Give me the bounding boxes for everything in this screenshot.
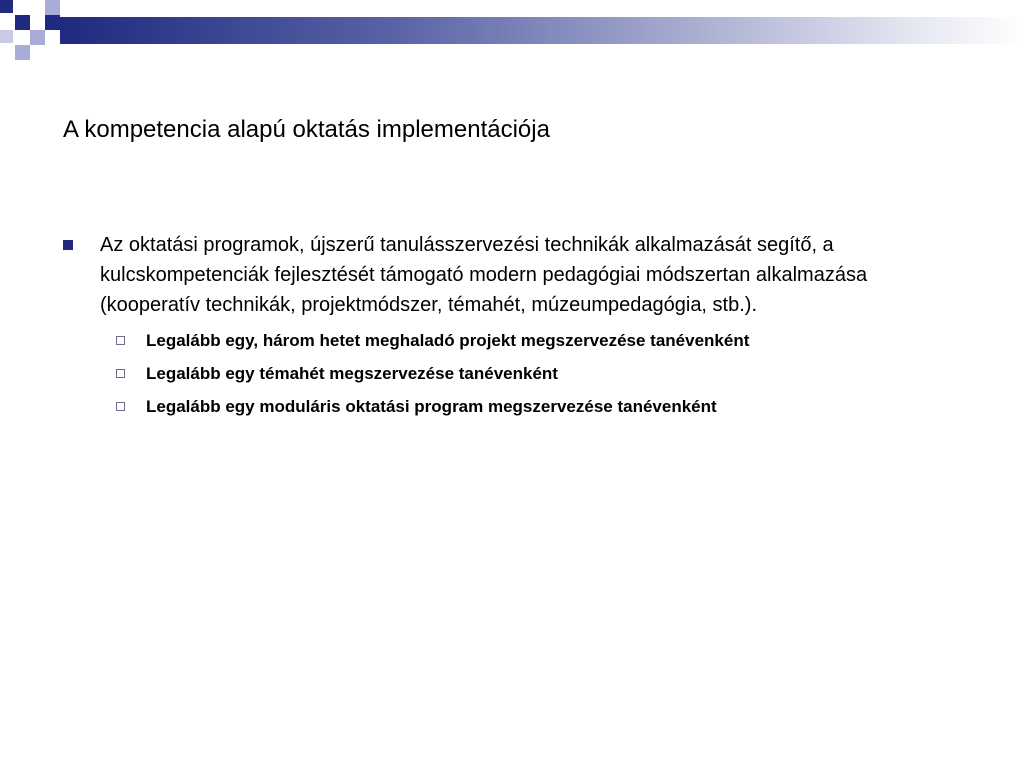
sub-bullet-item bbox=[60, 361, 960, 386]
slide-title: A kompetencia alapú oktatás implementációja bbox=[63, 116, 550, 143]
slide-body bbox=[60, 230, 960, 427]
header-gradient-bar bbox=[60, 17, 1024, 44]
sub-bullet-list bbox=[60, 328, 960, 419]
hollow-square-bullet-icon bbox=[116, 369, 125, 378]
decor-square bbox=[0, 30, 13, 43]
sub-bullet-text: Legalább egy, három hetet meghaladó projekt megszervezése tanévenként bbox=[146, 331, 750, 350]
sub-bullet-item bbox=[60, 328, 960, 353]
square-bullet-icon bbox=[63, 240, 73, 250]
main-bullet-text: Az oktatási programok, újszerű tanulásszervezési technikák alkalmazását segítő, a kulcskompetenciák fejlesztését támogató modern pedagógiai módszertan alkalmazása (kooperatív technikák, projektmódszer, témahét, múzeumpedagógia, stb.). bbox=[100, 234, 868, 316]
decor-square bbox=[15, 45, 30, 60]
sub-bullet-item bbox=[60, 394, 960, 419]
hollow-square-bullet-icon bbox=[116, 336, 125, 345]
decor-square bbox=[45, 15, 60, 30]
decor-square bbox=[0, 0, 13, 13]
decor-square bbox=[30, 30, 45, 45]
decor-square bbox=[45, 0, 60, 15]
decor-square bbox=[15, 15, 30, 30]
sub-bullet-text: Legalább egy témahét megszervezése tanévenként bbox=[146, 364, 558, 383]
hollow-square-bullet-icon bbox=[116, 402, 125, 411]
main-bullet-item bbox=[60, 230, 960, 320]
sub-bullet-text: Legalább egy moduláris oktatási program megszervezése tanévenként bbox=[146, 397, 717, 416]
